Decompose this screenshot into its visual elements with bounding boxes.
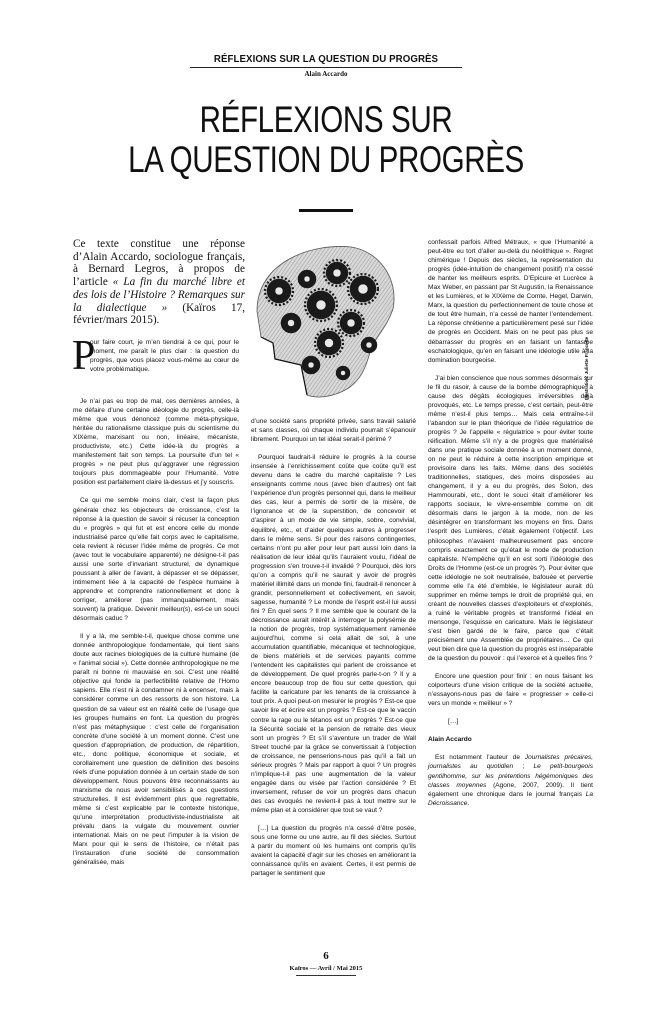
article-title-line-2: LA QUESTION DU PROGRÈS [128,139,524,180]
bio-end: . [467,799,470,807]
column-1-lead [90,338,239,374]
paragraph: J’ai bien conscience que nous sommes désormais sur le fil du rasoir, à cause de la bombe démographique, à cause des dégâts écologiques irréversibles déjà provoqués, etc. Le temps presse, c’est certain, peut-être même n’est-il plus temps… Mais cela entraîne-t-il l’abandon sur le plan théorique de l’idée régulatrice de progrès ? Je l’appelle « régulatrice » pour éviter toute réification. Même s’il n’y a de progrès que matérialisé dans une pratique sociale donnée à un moment donné, on ne peut le réduire à cette inscription empirique et provisoire dans les faits. Même dans des sociétés traditionnelles, statiques, des moins disposées au changement, il y a eu du progrès, des Solon, des Hammourabi, etc., dont le souci était d’améliorer les rapports sociaux, le vivre-ensemble comme on dit désormais dans le jargon à la mode, non de les désintégrer en transformant les moyens en fins. Dans l’esprit des Lumières, c’était également l’objectif. Les philosophes n’avaient malheureusement pas encore compris exactement ce qu’était le mode de production capitaliste. N’empêche qu’il en est sorti l’idéologie des Droits de l’Homme (est-ce un progrès ?). Pour éviter que cette idéologie ne soit neutralisée, bafouée et pervertie comme elle l’a été d’emblée, le législateur aurait dû supprimer en même temps le droit de propriété qui, en créant de nouvelles classes d’exploiteurs et d’exploités, a ruiné le véritable progrès et transformé l’idéal en mensonge, l’esquisse en caricature. Mais le législateur s’est bien gardé de le faire, parce que c’était précisément une Assemblée de propriétaires… Ce qui veut bien dire que la question du progrès est inséparable de la question du pouvoir : qui l’exerce et à quelles fins ? [428,374,593,663]
gears-head-illustration [251,239,401,401]
header-rule [190,67,462,68]
illustration-credit-text: Illustration: Juliette Francotte [584,336,589,400]
paragraph: confessait parfois Alfred Métraux, « que l’Humanité a peut-être eu tort d’aller au-delà du néolithique ». Regret chimérique ! Depuis des siècles, la représentation du progrès (idée-intuition de changement positif) n’a cessé de hanter les meilleurs esprits. D’Epicure et Lucrèce à Max Weber, en passant par St Augustin, la Renaissance et les Lumières, et le XIXème de Comte, Hegel, Darwin, Marx, la question du perfectionnement de toute chose et de tout être humain, n’a cessé de hanter l’entendement. La réponse chrétienne a particulièrement pesé sur l’idée de progrès en Occident. Mais on ne peut pas plus se débarrasser du progrès en en faisant un fantasme eschatologique, qu’en en faisant une idéologie utile à la domination bourgeoise. [428,239,593,364]
bio-journal: La Décroissance [428,790,594,807]
bio-separator: ; [513,763,534,771]
intro-article-title: « La fin du marché libre et des lois de l’Histoire ? Remarques sur la dialectique » [73,276,245,314]
footer-issue: Kaïros — Avril / Mai 2015 [289,965,363,972]
paragraph: Encore une question pour finir : en nous faisant les colporteurs d’une vision critique de la société actuelle, n’essayons-nous pas de faire « progresser » celle-ci vers un monde « meilleur » ? [428,673,593,708]
paragraph: […] La question du progrès n’a cessé d’être posée, sous une forme ou une autre, au fil des siècles. Surtout à partir du moment où les humains ont compris qu’ils avaient la capacité d’agir sur les choses en améliorant la connaissance qu’ils en avaient. Certes, il est permis de partager le sentiment que [251,825,416,878]
paragraph: Je n’ai pas eu trop de mal, ces dernières années, à me défaire d’une certaine idéologie du progrès, celle-là même que vous dénoncez (comme méta-physique, héritée du rationalisme classique puis du scientisme du XIXème, marxisant ou non, linéaire, mécaniste, productiviste, etc.) Cette idée-là du progrès a manifestement fait son temps. La poursuite d’un tel « progrès » ne peut plus qu’aggraver une régression toujours plus dommageable pour l’Humanité. Votre position est parfaitement claire là-dessus et j’y souscris. [73,398,239,487]
intro-text-1: Ce texte constitue une réponse d’Alain Accardo, sociologue français, à Bernard Legros, à propos de l’article [73,238,245,289]
paragraph: d’une société sans propriété privée, sans travail salarié et sans classes, où chaque individu pourrait s’épanouir librement. Pourquoi un tel idéal serait-il périmé ? [251,418,416,444]
paragraph: Pourquoi faudrait-il réduire le progrès à la course insensée à l’enrichissement coûte que coûte qu’il est devenu dans le cadre du marché capitaliste ? Les enseignants comme nous (avec bien d’autres) ont fait l’expérience d’un progrès personnel qui, dans le meilleur des cas, leur a permis de sortir de la misère, de l’ignorance et de la superstition, de concevoir et d’aspirer à un mode de vie simple, sobre, convivial, équilibré, etc., et d’aider quelques autres à progresser dans le même sens. Si pour des raisons contingentes, certains n’ont pu aller pour leur part aussi loin dans la réalisation de leur idéal qu’ils l’auraient voulu, l’idéal de progression s’en trouve-t-il invalidé ? Pourquoi, dès lors qu’on a compris qu’il ne saurait y avoir de progrès matériel illimité dans un monde fini, faudrait-il renoncer à grandir, personnellement et collectivement, en savoir, sagesse, humanité ? Le monde de l’esprit est-il lui aussi fini ? En quel sens ? Il me semble que le courant de la décroissance aurait intérêt à interroger la polysémie de la notion de progrès, trop systématiquement ramenée aujourd’hui, comme si cela allait de soi, à une accumulation quantifiable, mécanique et technologique, de biens matériels et de services payants comme l’entendent les capitalistes qui parlent de croissance et de développement. De quel progrès parle-t-on ? Il y a encore beaucoup trop de flou sur cette question, qui facilite la caricature par les tenants de la croissance à tout prix. A quoi peut-on mesurer le progrès ? Est-ce que savoir lire et écrire est un progrès ? Est-ce que le vaccin contre la rage ou le tétanos est un progrès ? Est-ce que la Sécurité sociale et la pension de retraite des vieux sont un progrès ? Et s’il s’aventure un trader de Wall Street touché par la grâce se convertissait à l’objection de croissance, ne penserions-nous pas qu’il a fait un sérieux progrès ? Mais par rapport à quoi ? Un progrès n’implique-t-il pas une augmentation de la valeur engagée dans ou visée par l’action considérée ? Et inversement, refuser de voir un progrès dans chacun des cas évoqués ne revient-il pas à tout mettre sur le même plan et à considérer que tout se vaut ? [251,454,416,814]
paragraph: Ce qui me semble moins clair, c’est la façon plus générale chez les objecteurs de croissance, c’est la réponse à la question de savoir si récuser la conception du « progrès » qui fut et est encore celle du monde industrialisé parce qu’elle fait corps avec le capitalisme, cela revient à récuser l’idée même de progrès. Ce mot (avec tout le vocabulaire apparenté) ne désigne-t-il pas aussi une sorte d’invariant structurel, de dynamique poussant à aller de l’avant, à dépasser et se dépasser, intimement liée à la capacité de l’espèce humaine à apprendre et comprendre rationnellement et donc à corriger, améliorer (pas immanquablement, mais souvent) la pratique. Devenir meilleur(s), est-ce un souci désormais caduc ? [73,497,239,623]
title-rule [299,209,353,212]
bio-book-1: Journalistes précaires, journalistes au quotidien [428,754,594,771]
author-bio [428,753,593,807]
drop-cap: P [72,333,96,379]
intro-text-2: (Kaïros 17, février/mars 2015). [73,301,245,327]
column-3 [428,238,593,808]
column-2 [251,417,416,878]
bio-text: Est notamment l’auteur de [435,754,521,762]
paragraph-lead: our faire court, je m’en tiendrai à ce qui, pour le moment, me paraît le plus clair : la question du progrès, que vous placez vous-même au cœur de votre problématique. [90,339,239,374]
article-title [65,100,587,180]
article-title-line-1: RÉFLEXIONS SUR [199,99,453,140]
running-head-title: RÉFLEXIONS SUR LA QUESTION DU PROGRÈS [213,53,439,65]
page-number: 6 [323,950,329,962]
bio-book-2: Le petit-bourgeois gentilhomme, sur les prétentions hégémoniques des classes moyennes [428,763,593,789]
intro-paragraph [73,238,245,327]
ellipsis: […] [448,718,459,726]
running-head-author: Alain Accardo [304,70,348,78]
column-1 [73,397,239,867]
author-signature: Alain Accardo [428,736,472,744]
paragraph: Il y a là, me semble-t-il, quelque chose comme une donnée anthropologique fondamentale, qui tient sans doute aux racines biologiques de la culture humaine (de « l’animal social »). Cette donnée anthropologique ne me paraît ni bonne ni mauvaise en soi. C’est une réalité objective qui fonde la perfectibilité relative de l’Homo sapiens. Elle n’est ni à condamner ni à encenser, mais à considérer comme un des ressorts de son histoire. La question de sa valeur est en réalité celle de l’usage que les groupes humains en font. La question du progrès n’est pas métaphysique : c’est celle de l’organisation concrète d’une société à un moment donné. C’est une question d’appropriation, de production, de répartition, etc., donc politique, économique et sociale, et corollairement une question de définition des besoins réels d’une population donnée à un certain stade de son développement. Nous pouvons être reconnaissants au marxisme de nous avoir sensibilisés à ces questions structurelles. Il est évidemment plus que regrettable, même si c’est explicable par le contexte historique, qu’une interprétation productiviste-industrialiste ait prévalu dans la vulgate du mouvement ouvrier international. Mais on ne peut l’imputer à la vision de Marx pour qui le sens de l’histoire, ce n’était pas l’instauration d’une société de consommation généralisée, mais [73,633,239,867]
bio-text: (Agone, 2007, 2009). Il tient également une chronique dans le journal français [428,781,593,798]
